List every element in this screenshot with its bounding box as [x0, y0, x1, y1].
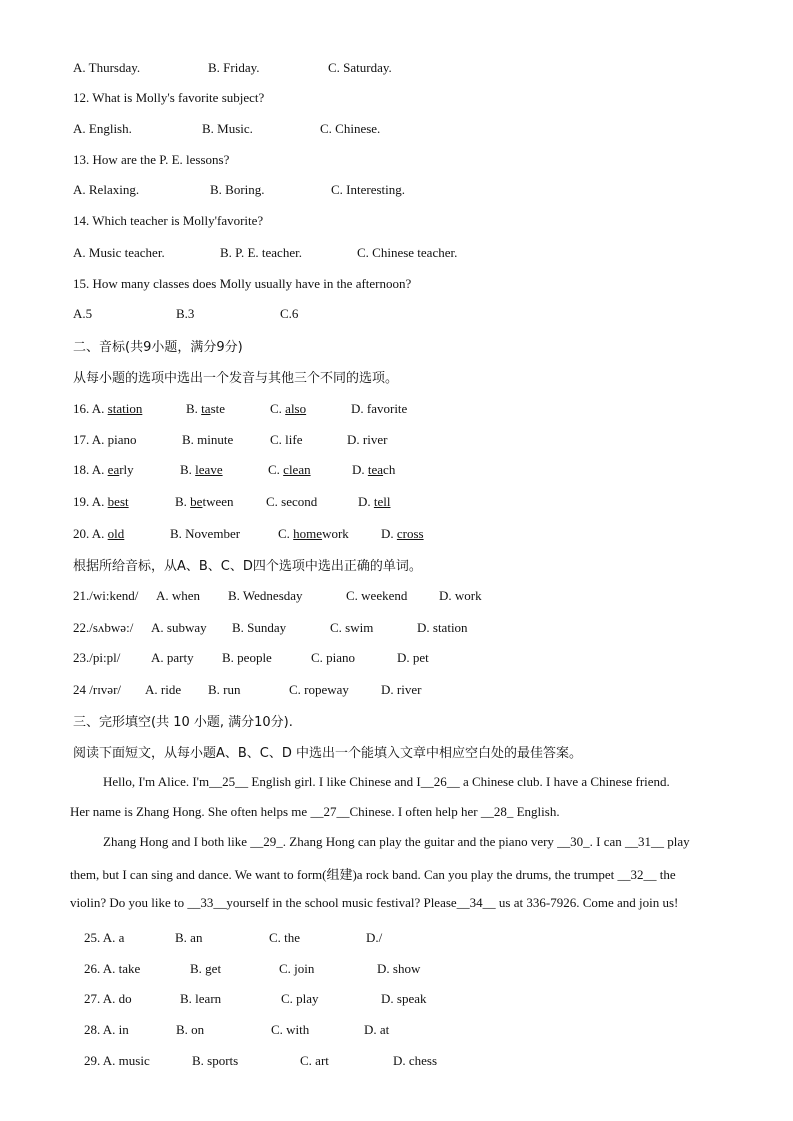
q29-option-c: C. art	[300, 1053, 329, 1068]
q28-option-c: C. with	[271, 1022, 310, 1037]
section-3-title: 三、完形填空(共 10 小题, 满分10分).	[73, 715, 293, 730]
q12-option-a: A. English.	[73, 121, 132, 136]
q25-option-a: 25. A. a	[84, 930, 125, 945]
q27-option-b: B. learn	[180, 991, 222, 1006]
q28-option-a: 28. A. in	[84, 1022, 129, 1037]
q16-option-b: B. taste	[186, 401, 226, 416]
q25-option-c: C. the	[269, 930, 301, 945]
q23-option-d: D. pet	[397, 650, 429, 665]
q17-option-c: C. life	[270, 432, 303, 447]
q21-option-d: D. work	[439, 588, 482, 603]
q15-question: 15. How many classes does Molly usually have in the afternoon?	[73, 276, 412, 291]
passage-line-4: them, but I can sing and dance. We want to form(组建)a rock band. Can you play the drums, the trumpet __32__ the	[70, 867, 676, 882]
q18-option-b: B. leave	[180, 462, 223, 477]
q24-phonetic: 24 /rɪvər/	[73, 682, 122, 697]
q28-option-b: B. on	[176, 1022, 205, 1037]
q17-option-a: 17. A. piano	[73, 432, 137, 447]
q24-option-d: D. river	[381, 682, 422, 697]
q12-option-b: B. Music.	[202, 121, 253, 136]
q29-option-b: B. sports	[192, 1053, 239, 1068]
q22-option-d: D. station	[417, 620, 468, 635]
q17-option-b: B. minute	[182, 432, 234, 447]
passage-line-3: Zhang Hong and I both like __29_. Zhang Hong can play the guitar and the piano very __30_. I can __31__ play	[103, 834, 690, 849]
q20-option-c: C. homework	[278, 526, 349, 541]
q29-option-d: D. chess	[393, 1053, 438, 1068]
q11-option-a: A. Thursday.	[73, 60, 141, 75]
q26-option-d: D. show	[377, 961, 421, 976]
q23-option-c: C. piano	[311, 650, 356, 665]
q15-option-c: C.6	[280, 306, 299, 321]
q14-option-b: B. P. E. teacher.	[220, 245, 302, 260]
q21-option-a: A. when	[156, 588, 201, 603]
q16-option-c: C. also	[270, 401, 307, 416]
q11-option-b: B. Friday.	[208, 60, 260, 75]
q15-option-a: A.5	[73, 306, 93, 321]
q24-option-b: B. run	[208, 682, 241, 697]
q20-option-d: D. cross	[381, 526, 424, 541]
q26-option-a: 26. A. take	[84, 961, 141, 976]
q19-option-c: C. second	[266, 494, 318, 509]
q26-option-b: B. get	[190, 961, 222, 976]
q13-option-c: C. Interesting.	[331, 182, 406, 197]
q22-option-b: B. Sunday	[232, 620, 287, 635]
q29-option-a: 29. A. music	[84, 1053, 150, 1068]
q25-option-b: B. an	[175, 930, 203, 945]
q22-phonetic: 22./sʌbwə:/	[73, 620, 134, 635]
q14-option-c: C. Chinese teacher.	[357, 245, 458, 260]
q26-option-c: C. join	[279, 961, 315, 976]
q21-option-b: B. Wednesday	[228, 588, 303, 603]
q27-option-d: D. speak	[381, 991, 427, 1006]
q15-option-b: B.3	[176, 306, 195, 321]
passage-line-5: violin? Do you like to __33__yourself in the school music festival? Please__34__ us at 336-7926. Come and join us!	[70, 895, 679, 910]
q18-option-a: 18. A. early	[73, 462, 134, 477]
q20-option-a: 20. A. old	[73, 526, 125, 541]
q12-option-c: C. Chinese.	[320, 121, 381, 136]
q22-option-a: A. subway	[151, 620, 207, 635]
q28-option-d: D. at	[364, 1022, 390, 1037]
q22-option-c: C. swim	[330, 620, 374, 635]
q12-question: 12. What is Molly's favorite subject?	[73, 90, 265, 105]
q18-option-c: C. clean	[268, 462, 311, 477]
passage-line-1: Hello, I'm Alice. I'm__25__ English girl. I like Chinese and I__26__ a Chinese club. I have a Chinese friend.	[103, 774, 670, 789]
q23-option-a: A. party	[151, 650, 194, 665]
q20-option-b: B. November	[170, 526, 241, 541]
q23-option-b: B. people	[222, 650, 272, 665]
q25-option-d: D./	[366, 930, 383, 945]
q21-phonetic: 21./wi:kend/	[73, 588, 139, 603]
q13-option-a: A. Relaxing.	[73, 182, 140, 197]
q24-option-c: C. ropeway	[289, 682, 349, 697]
q14-question: 14. Which teacher is Molly'favorite?	[73, 213, 264, 228]
q19-option-a: 19. A. best	[73, 494, 129, 509]
q17-option-d: D. river	[347, 432, 388, 447]
section-2-title: 二、音标(共9小题，满分9分)	[73, 340, 243, 355]
q13-question: 13. How are the P. E. lessons?	[73, 152, 230, 167]
passage-line-2: Her name is Zhang Hong. She often helps me __27__Chinese. I often help her __28_ English.	[70, 804, 560, 819]
q19-option-d: D. tell	[358, 494, 391, 509]
q18-option-d: D. teach	[352, 462, 396, 477]
q24-option-a: A. ride	[145, 682, 182, 697]
section-2-instruction-phonetic: 根据所给音标，从A、B、C、D四个选项中选出正确的单词。	[73, 559, 422, 574]
q16-option-a: 16. A. station	[73, 401, 143, 416]
q11-option-c: C. Saturday.	[328, 60, 392, 75]
q16-option-d: D. favorite	[351, 401, 408, 416]
section-3-instruction: 阅读下面短文，从每小题A、B、C、D 中选出一个能填入文章中相应空白处的最佳答案。	[73, 746, 583, 761]
section-2-instruction: 从每小题的选项中选出一个发音与其他三个不同的选项。	[73, 371, 399, 386]
q21-option-c: C. weekend	[346, 588, 408, 603]
q27-option-c: C. play	[281, 991, 319, 1006]
q13-option-b: B. Boring.	[210, 182, 265, 197]
q14-option-a: A. Music teacher.	[73, 245, 165, 260]
q27-option-a: 27. A. do	[84, 991, 132, 1006]
q23-phonetic: 23./pi:pl/	[73, 650, 121, 665]
q19-option-b: B. between	[175, 494, 234, 509]
